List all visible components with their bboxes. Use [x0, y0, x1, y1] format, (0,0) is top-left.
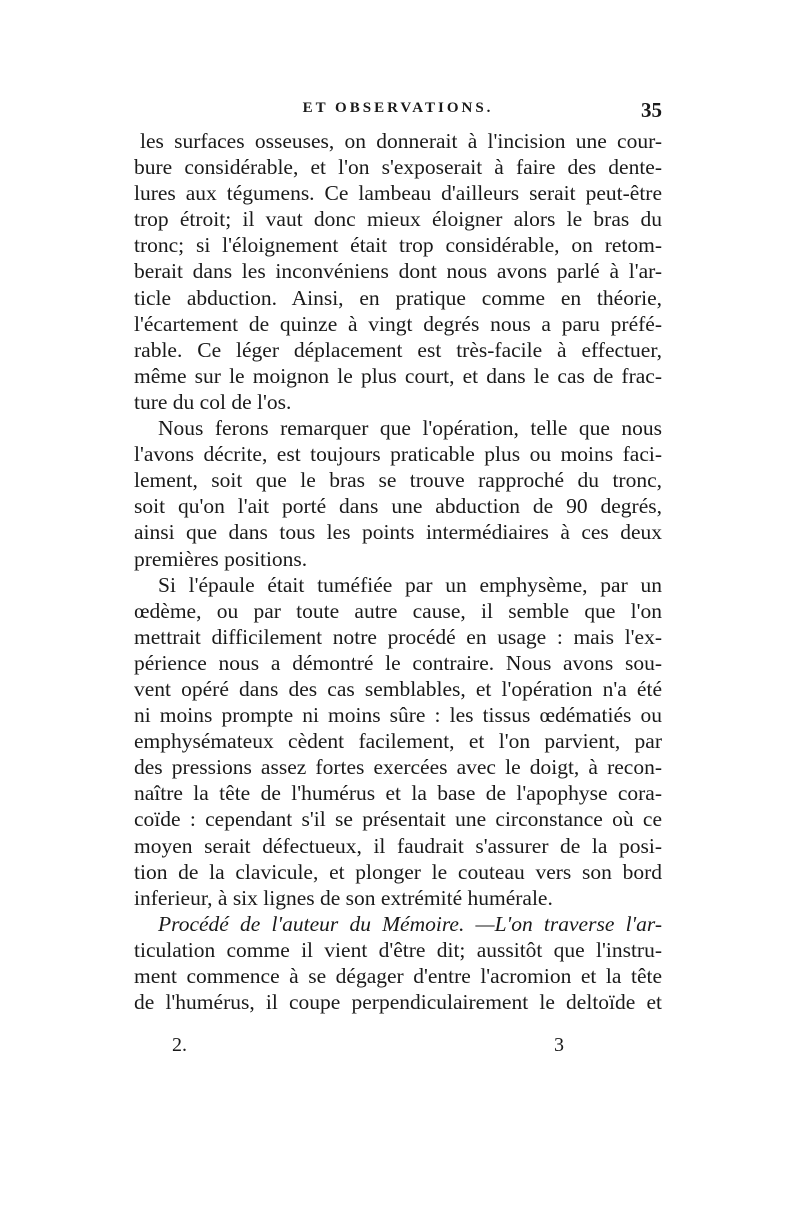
body-text [134, 128, 662, 1015]
text-line: soit qu'on l'ait porté dans une abduction de 90 degrés, [134, 494, 662, 519]
text-line: l'écartement de quinze à vingt degrés nous a paru préfé- [134, 311, 662, 336]
text-line: même sur le moignon le plus court, et dans le cas de frac- [134, 363, 662, 388]
text-line: des pressions assez fortes exercées avec le doigt, à recon- [134, 755, 662, 780]
text-line: l'avons décrite, est toujours praticable plus ou moins faci- [134, 442, 662, 467]
text-line: moyen serait défectueux, il faudrait s'assurer de la posi- [134, 833, 662, 858]
text-line: Nous ferons remarquer que l'opération, telle que nous [158, 416, 662, 441]
text-line: rable. Ce léger déplacement est très-facile à effectuer, [134, 337, 662, 362]
text-line: naître la tête de l'humérus et la base de l'apophyse cora- [134, 781, 662, 806]
text-line: emphysémateux cèdent facilement, et l'on parvient, par [134, 729, 662, 754]
page-number: 35 [641, 98, 662, 122]
text-line: coïde : cependant s'il se présentait une circonstance où ce [134, 807, 662, 832]
signature-mark: 2. [172, 1034, 187, 1056]
section-heading-line: Procédé de l'auteur du Mémoire. —L'on traverse l'ar- [158, 911, 662, 936]
text-line: bure considérable, et l'on s'exposerait à faire des dente- [134, 155, 662, 180]
text-line: mettrait difficilement notre procédé en usage : mais l'ex- [134, 624, 662, 649]
paragraph-end-line: premières positions. [134, 546, 308, 571]
running-head [134, 98, 662, 128]
sheet-number: 3 [554, 1034, 564, 1056]
text-line: vent opéré dans des cas semblables, et l'opération n'a été [134, 676, 662, 701]
text-line: ainsi que dans tous les points intermédiaires à ces deux [134, 520, 662, 545]
text-line: tronc; si l'éloignement était trop considérable, on retom- [134, 233, 662, 258]
text-line: berait dans les inconvéniens dont nous avons parlé à l'ar- [134, 259, 662, 284]
text-line: ticulation comme il vient d'être dit; aussitôt que l'instru- [134, 937, 662, 962]
text-line: ni moins prompte ni moins sûre : les tissus œdématiés ou [134, 703, 662, 728]
text-line: œdème, ou par toute autre cause, il semble que l'on [134, 598, 662, 623]
text-line: périence nous a démontré le contraire. Nous avons sou- [134, 650, 662, 675]
text-line: lement, soit que le bras se trouve rapproché du tronc, [134, 468, 662, 493]
page-footer [134, 1034, 662, 1062]
text-line: trop étroit; il vaut donc mieux éloigner alors le bras du [134, 207, 662, 232]
text-line: tion de la clavicule, et plonger le couteau vers son bord [134, 859, 662, 884]
text-line: Si l'épaule était tuméfiée par un emphysème, par un [158, 572, 662, 597]
running-title: ET OBSERVATIONS. [302, 100, 494, 116]
text-line: les surfaces osseuses, on donnerait à l'incision une cour- [140, 129, 662, 153]
paragraph-end-line: ture du col de l'os. [134, 389, 292, 414]
text-line: ment commence à se dégager d'entre l'acromion et la tête [134, 964, 662, 988]
text-line: lures aux tégumens. Ce lambeau d'ailleurs serait peut-être [134, 181, 662, 206]
text-line [134, 285, 662, 311]
paragraph-end-line: inferieur, à six lignes de son extrémité humérale. [134, 885, 553, 910]
text-line-segment: ticle abduction. Ainsi, en pratique comme en théorie, [134, 285, 662, 310]
text-line: de l'humérus, il coupe perpendiculairement le deltoïde et [134, 990, 662, 1015]
